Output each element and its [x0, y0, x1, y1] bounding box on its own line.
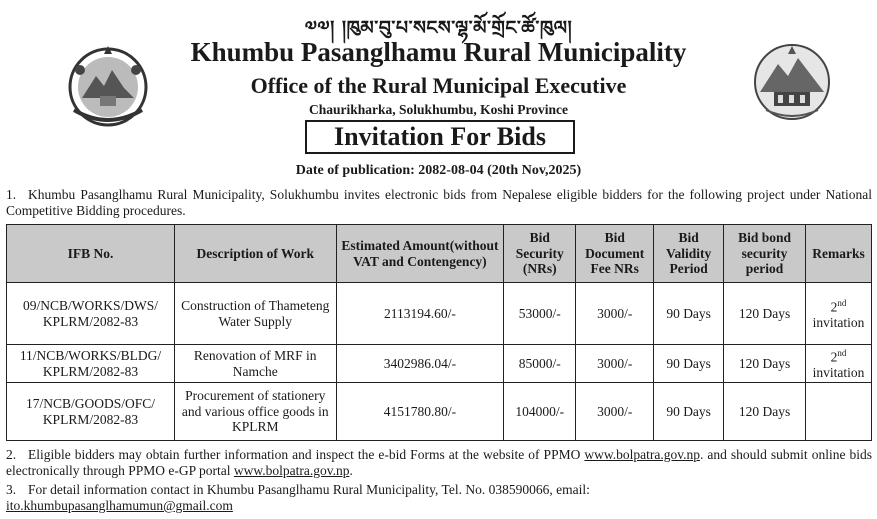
bond-period: 120 Days: [724, 345, 806, 383]
column-header: Description of Work: [174, 225, 336, 283]
remarks: [805, 383, 871, 441]
bid-security: 53000/-: [504, 283, 576, 345]
bolpatra-link[interactable]: www.bolpatra.gov.np: [584, 447, 700, 462]
office-subtitle: Office of the Rural Municipal Executive: [250, 73, 627, 98]
remarks: [805, 283, 871, 345]
remark-ordinal-suffix: nd: [837, 298, 847, 309]
bolpatra-portal-link[interactable]: www.bolpatra.gov.np: [233, 463, 350, 478]
column-header: Bid Validity Period: [654, 225, 724, 283]
publication-date: Date of publication: 2082-08-04 (20th Nov,2025): [295, 163, 582, 178]
table-header-row: [7, 225, 872, 283]
bid-security: 104000/-: [504, 383, 576, 441]
estimated-amount: 4151780.80/-: [336, 383, 504, 441]
work-description: Construction of Thameteng Water Supply: [174, 283, 336, 345]
remark-ordinal: 2: [830, 299, 838, 315]
table-row: [7, 345, 872, 383]
table-row: [7, 383, 872, 441]
paragraph-number: 1.: [6, 187, 17, 202]
table-row: [7, 283, 872, 345]
ifb-number: 09/NCB/WORKS/DWS/ KPLRM/2082-83: [7, 283, 175, 345]
document-fee: 3000/-: [576, 383, 654, 441]
work-description: Renovation of MRF in Namche: [174, 345, 336, 383]
note2-text-a: Eligible bidders may obtain further information and inspect the e-bid Forms at the website of PPMO: [28, 447, 585, 462]
validity-period: 90 Days: [654, 383, 724, 441]
document-fee: 3000/-: [576, 345, 654, 383]
column-header: Remarks: [805, 225, 871, 283]
municipality-title: Khumbu Pasanglhamu Rural Municipality: [190, 37, 687, 67]
contact-text: For detail information contact in Khumbu Pasanglhamu Rural Municipality, Tel. No. 038590066, email:: [28, 482, 590, 497]
remark-text: invitation: [812, 315, 865, 331]
document-fee: 3000/-: [576, 283, 654, 345]
column-header: Bid bond security period: [724, 225, 806, 283]
bids-table: [6, 224, 872, 441]
estimated-amount: 3402986.04/-: [336, 345, 504, 383]
bond-period: 120 Days: [724, 383, 806, 441]
validity-period: 90 Days: [654, 345, 724, 383]
ifb-number: 17/NCB/GOODS/OFC/ KPLRM/2082-83: [7, 383, 175, 441]
bid-security: 85000/-: [504, 345, 576, 383]
column-header: IFB No.: [7, 225, 175, 283]
bond-period: 120 Days: [724, 283, 806, 345]
paragraph-number: 2.: [6, 447, 17, 462]
notice-header: [0, 0, 877, 178]
note2-text-c: .: [349, 463, 353, 478]
remark-ordinal: 2: [830, 349, 838, 365]
validity-period: 90 Days: [654, 283, 724, 345]
tibetan-heading: ༧༧། །ཁུམ་བུ་པ་སངས་ལྷ་མོ་གྲོང་ཚོ་ཁུལ།: [304, 17, 573, 39]
ifb-number: 11/NCB/WORKS/BLDG/ KPLRM/2082-83: [7, 345, 175, 383]
column-header: Estimated Amount(without VAT and Contengency): [336, 225, 504, 283]
paragraph-number: 3.: [6, 482, 17, 497]
remarks: [805, 345, 871, 383]
work-description: Procurement of stationery and various office goods in KPLRM: [174, 383, 336, 441]
remark-text: invitation: [812, 365, 865, 381]
intro-paragraph: [6, 187, 872, 219]
column-header: Bid Document Fee NRs: [576, 225, 654, 283]
note2-text-b: . and should submit online bids electronically through PPMO e-GP portal: [6, 447, 872, 478]
contact-email-link[interactable]: ito.khumbupasanglhamumun@gmail.com: [6, 498, 233, 513]
note-paragraph-2: [6, 447, 872, 479]
intro-text: Khumbu Pasanglhamu Rural Municipality, Solukhumbu invites electronic bids from Nepalese eligible bidders for the following project under National Competitive Bidding procedures.: [6, 187, 872, 218]
estimated-amount: 2113194.60/-: [336, 283, 504, 345]
column-header: Bid Security (NRs): [504, 225, 576, 283]
invitation-banner: Invitation For Bids: [305, 120, 575, 154]
office-address: Chaurikharka, Solukhumbu, Koshi Province: [309, 102, 568, 117]
remark-ordinal-suffix: nd: [837, 348, 847, 359]
note-paragraph-3: [6, 482, 872, 514]
